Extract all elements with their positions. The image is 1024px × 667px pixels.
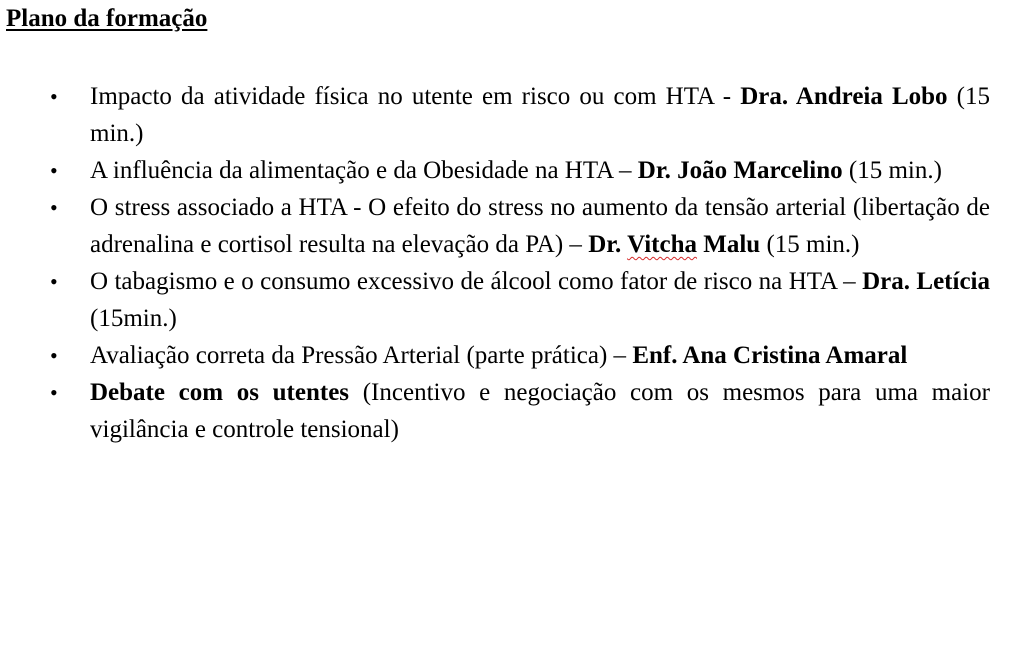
spellcheck-flagged-word[interactable]: Vitcha bbox=[627, 231, 697, 258]
duration-text: (15 min.) bbox=[842, 157, 942, 184]
duration-text: (15 min.) bbox=[90, 83, 990, 147]
bullet-icon: • bbox=[50, 380, 58, 405]
topic-lead: Debate com os utentes bbox=[90, 379, 350, 406]
topic-text: A influência da alimentação e da Obesidade na HTA – bbox=[90, 157, 638, 184]
topic-text: (Incentivo e negociação com os mesmos para uma maior vigilância e controle tensional) bbox=[90, 379, 990, 443]
speaker-name: Dra. Letícia bbox=[862, 268, 990, 295]
speaker-suffix: Malu bbox=[697, 231, 761, 258]
list-item bbox=[0, 78, 990, 152]
speaker-name: Dr. João Marcelino bbox=[637, 157, 843, 184]
list-item bbox=[0, 337, 990, 374]
bullet-icon: • bbox=[50, 269, 58, 294]
topic-text: O tabagismo e o consumo excessivo de álcool como fator de risco na HTA – bbox=[90, 268, 863, 295]
speaker-name: Dra. Andreia Lobo bbox=[740, 83, 948, 110]
document-title: Plano da formação bbox=[6, 5, 208, 32]
list-item bbox=[0, 189, 990, 263]
speaker-name bbox=[588, 231, 760, 258]
bullet-icon: • bbox=[50, 158, 58, 183]
duration-text: (15 min.) bbox=[760, 231, 860, 258]
list-item bbox=[0, 152, 990, 189]
bullet-icon: • bbox=[50, 195, 58, 220]
topic-text: Impacto da atividade física no utente em risco ou com HTA - bbox=[90, 83, 741, 110]
topic-text: O stress associado a HTA - O efeito do stress no aumento da tensão arterial (libertação de adrenalina e cortisol resulta na elevação da PA) – bbox=[90, 194, 990, 258]
training-plan-list bbox=[0, 78, 990, 448]
list-item bbox=[0, 374, 990, 448]
list-item bbox=[0, 263, 990, 337]
bullet-icon: • bbox=[50, 84, 58, 109]
speaker-name: Enf. Ana Cristina Amaral bbox=[632, 342, 908, 369]
duration-text: (15min.) bbox=[90, 305, 177, 332]
bullet-icon: • bbox=[50, 343, 58, 368]
topic-text: Avaliação correta da Pressão Arterial (parte prática) – bbox=[90, 342, 633, 369]
speaker-prefix: Dr. bbox=[588, 231, 628, 258]
